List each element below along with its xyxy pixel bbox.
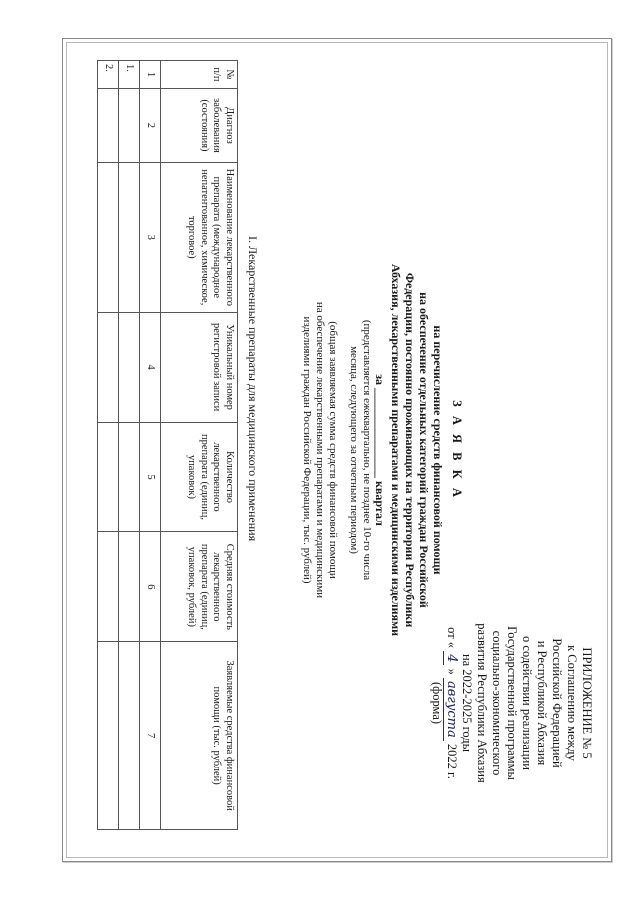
appendix-line: Государственной программы	[505, 626, 519, 780]
column-number: 1	[140, 61, 161, 89]
table-cell	[119, 162, 140, 312]
appendix-line: о содействии реализации	[520, 636, 534, 770]
table-cell	[98, 312, 119, 422]
appendix-line: на 2022-2025 годы	[460, 653, 474, 753]
table-cell	[119, 642, 140, 830]
date-prefix: от «	[445, 627, 459, 649]
quarter-line: за _______________ квартал	[373, 374, 387, 526]
application-line: Федерации, постоянно проживающих на территории Республики	[403, 272, 417, 628]
table-cell	[98, 642, 119, 830]
table-cell	[98, 88, 119, 162]
header-cell-average-cost: Средняя стоимость лекарственного препарата (единиц, упаковок, рублей)	[161, 532, 238, 642]
header-cell-declared-funds: Заявляемые средства финансовой помощи (тыс. рублей)	[161, 642, 238, 830]
column-number: 4	[140, 312, 161, 422]
column-number: 5	[140, 422, 161, 532]
table-cell	[119, 312, 140, 422]
date-month-handwritten: августа	[443, 678, 459, 741]
sum-note: изделиями граждан Российской Федерации, тыс. рублей)	[301, 316, 313, 584]
table-numbering-row	[140, 61, 161, 830]
table-cell	[98, 422, 119, 532]
application-line: на перечисление средств финансовой помощи	[431, 325, 445, 575]
column-number: 3	[140, 162, 161, 312]
appendix-line: социально-экономического	[490, 630, 504, 776]
row-number: 1.	[119, 61, 140, 89]
table-row	[119, 61, 140, 830]
medicines-table	[97, 60, 238, 830]
header-cell-registry-number: Уникальный номер регистровой записи	[161, 312, 238, 422]
column-number: 6	[140, 532, 161, 642]
frequency-note: (представляется ежеквартально, не позднее 10-го числа	[361, 319, 373, 581]
rotated-document	[78, 40, 618, 850]
application-line: Абхазия, лекарственными препаратами и медицинскими изделиями	[389, 263, 403, 637]
appendix-line: развития Республики Абхазия	[475, 623, 489, 783]
application-title: З А Я В К А	[450, 400, 464, 500]
sum-note: на обеспечение лекарственными препаратами и медицинскими	[314, 301, 326, 599]
application-line: на обеспечение отдельных категорий граждан Российской	[417, 292, 431, 608]
appendix-line: к Соглашению между	[565, 645, 579, 761]
table-cell	[98, 162, 119, 312]
column-number: 7	[140, 642, 161, 830]
header-cell-diagnosis: Диагноз заболевания (состояния)	[161, 88, 238, 162]
frequency-note: месяца, следующего за отчетным периодом)	[348, 346, 360, 554]
application-title-block	[300, 240, 464, 660]
sum-note: (общая заявляемая сумма средств финансовой помощи	[327, 321, 339, 579]
header-cell-drug-name: Наименование лекарственного препарата (международное непатентованное, химическое, торговое)	[161, 162, 238, 312]
table-cell	[119, 422, 140, 532]
date-mid: »	[445, 668, 459, 675]
section-title: I. Лекарственные препараты для медицинского применения	[246, 236, 260, 542]
table-cell	[119, 88, 140, 162]
appendix-line: ПРИЛОЖЕНИЕ № 5	[580, 647, 594, 759]
appendix-line: и Республикой Абхазия	[535, 640, 549, 766]
table-cell	[119, 532, 140, 642]
appendix-line: Российской Федерацией	[550, 638, 564, 768]
header-cell-quantity: Количество лекарственного препарата (единиц, упаковок)	[161, 422, 238, 532]
form-label: (форма)	[430, 681, 444, 725]
date-year: 2022 г.	[445, 743, 459, 779]
date-day-handwritten: 4	[443, 651, 459, 665]
column-number: 2	[140, 88, 161, 162]
header-cell-number: № п/п	[161, 61, 238, 89]
table-cell	[98, 532, 119, 642]
row-number: 2.	[98, 61, 119, 89]
table-header-row	[161, 61, 238, 830]
table-row	[98, 61, 119, 830]
